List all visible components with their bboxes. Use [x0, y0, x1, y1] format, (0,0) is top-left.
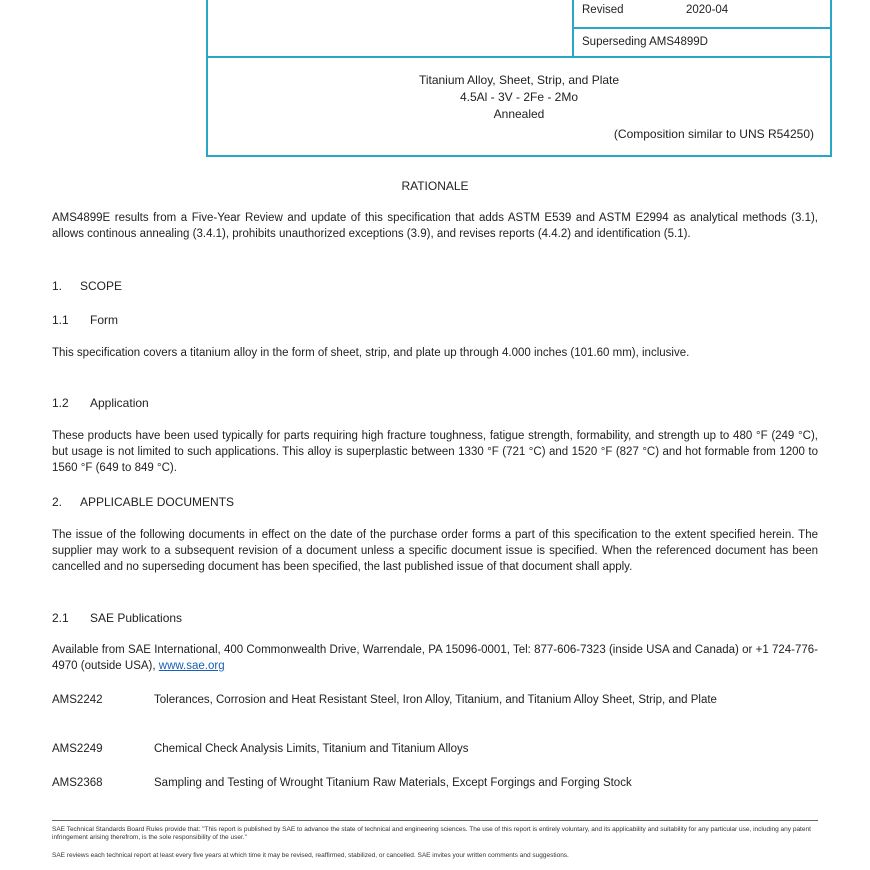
superseding-label: Superseding AMS4899D — [582, 36, 708, 48]
header-top-section — [208, 0, 830, 58]
reference-title: Chemical Check Analysis Limits, Titanium and Titanium Alloys — [154, 743, 469, 755]
section-form-heading — [52, 312, 118, 329]
section-number: 1. — [52, 279, 63, 293]
footnote-rules: SAE Technical Standards Board Rules provide that: "This report is published by SAE to advance the state of technical and engineering sciences. The use of this report is entirely voluntary, and its applicability and suitability for any particular use, including any patent infringement arising therefrom, is the sole responsibility of the user." — [52, 826, 811, 842]
section-scope-heading — [52, 278, 122, 295]
footnote-review: SAE reviews each technical report at least every five years at which time it may be revised, reaffirmed, stabilized, or cancelled. SAE invites your written comments and suggestions. — [52, 852, 569, 859]
reference-title: Sampling and Testing of Wrought Titanium Raw Materials, Except Forgings and Forging Stock — [154, 777, 632, 789]
title-line-2: 4.5Al - 3V - 2Fe - 2Mo — [459, 89, 579, 104]
revised-label: Revised — [582, 4, 624, 16]
rationale-heading: RATIONALE — [401, 179, 469, 193]
sae-publications-text — [52, 643, 818, 675]
section-title: APPLICABLE DOCUMENTS — [80, 495, 235, 509]
header-row-divider — [572, 27, 830, 29]
title-line-3: Annealed — [493, 106, 545, 121]
specification-title — [208, 72, 830, 122]
section-title: SAE Publications — [90, 611, 183, 625]
section-number: 1.1 — [52, 313, 69, 327]
section-application-heading — [52, 395, 149, 412]
header-divider — [572, 0, 574, 58]
application-text: These products have been used typically for parts requiring high fracture toughness, fatigue strength, formability, and strength up to 480 °F (249 °C), but usage is not limited to such applications. This alloy is superplastic between 1330 °F (721 °C) and 1520 °F (827 °C) and hot formable from 1200 to 1560 °F (649 to 849 °C). — [52, 430, 818, 474]
section-number: 2.1 — [52, 611, 69, 625]
sae-website-link[interactable]: www.sae.org — [158, 659, 225, 672]
title-line-1: Titanium Alloy, Sheet, Strip, and Plate — [418, 73, 620, 87]
section-title: Form — [90, 313, 118, 327]
reference-code: AMS2368 — [52, 777, 103, 789]
rationale-text: AMS4899E results from a Five-Year Review and update of this specification that adds ASTM E539 and ASTM E2994 as analytical methods (3.1), allows continous annealing (3.4.1), prohibits unauthorized exceptions (3.9), and revises reports (4.4.2) and identification (5.1). — [52, 212, 818, 240]
document-header-box — [206, 0, 832, 157]
applicable-documents-text: The issue of the following documents in effect on the date of the purchase order forms a part of this specification to the extent specified herein. The supplier may work to a subsequent revision of a document unless a specific document issue is specified. When the referenced document has been cancelled and no superseding document has been specified, the last published issue of that document shall apply. — [52, 529, 818, 573]
form-text: This specification covers a titanium alloy in the form of sheet, strip, and plate up through 4.000 inches (101.60 mm), inclusive. — [52, 347, 690, 359]
composition-note: (Composition similar to UNS R54250) — [613, 127, 814, 141]
section-title: Application — [90, 396, 149, 410]
reference-title: Tolerances, Corrosion and Heat Resistant Steel, Iron Alloy, Titanium, and Titanium Alloy Sheet, Strip, and Plate — [154, 694, 717, 706]
section-title: SCOPE — [80, 279, 123, 293]
footnote-divider — [52, 820, 818, 821]
section-sae-publications-heading — [52, 610, 182, 627]
section-applicable-documents-heading — [52, 494, 234, 511]
reference-code: AMS2242 — [52, 694, 103, 706]
section-number: 2. — [52, 495, 63, 509]
reference-code: AMS2249 — [52, 743, 103, 755]
sae-address-text: Available from SAE International, 400 Commonwealth Drive, Warrendale, PA 15096-0001, Tel: 877-606-7323 (inside USA and Canada) or +1 724-776-4970 (outside USA), — [52, 644, 818, 672]
section-number: 1.2 — [52, 396, 69, 410]
revised-date: 2020-04 — [686, 4, 729, 16]
